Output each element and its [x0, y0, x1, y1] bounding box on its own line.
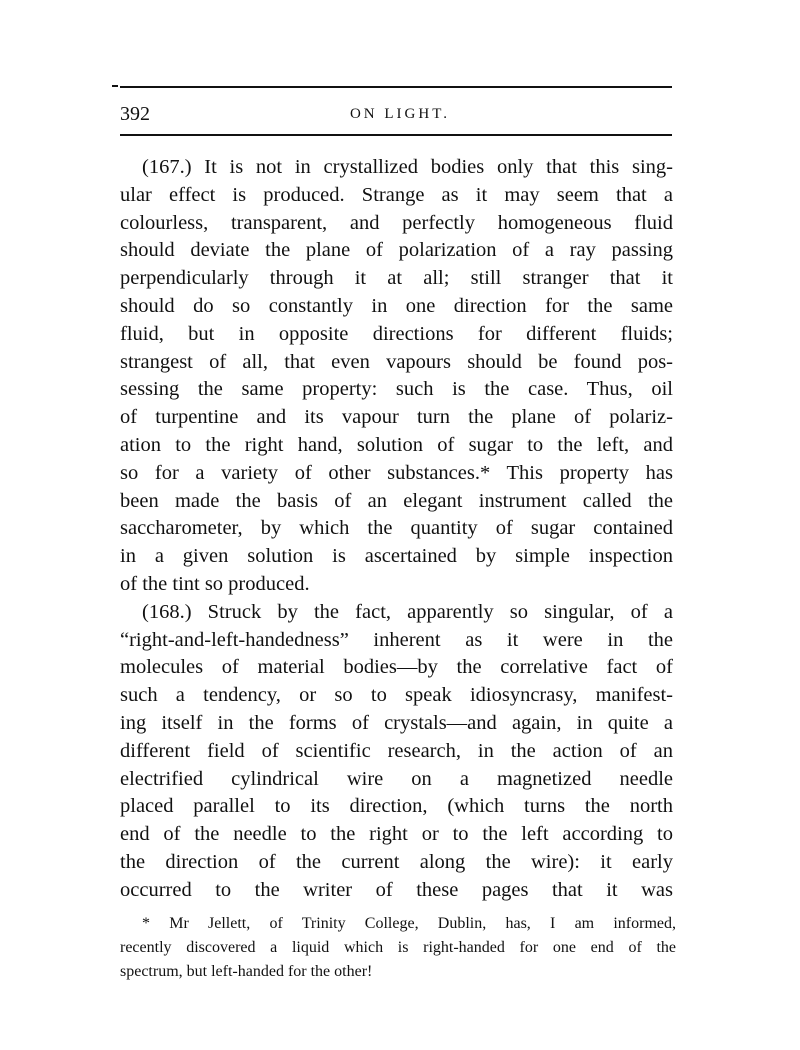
- margin-mark: [112, 85, 118, 87]
- text-line: occurred to the writer of these pages that it was: [120, 878, 673, 901]
- text-line: colourless, transparent, and perfectly homogeneous fluid: [120, 211, 673, 234]
- footnote-line: * Mr Jellett, of Trinity College, Dublin, has, I am informed,: [142, 915, 676, 932]
- text-line: fluid, but in opposite directions for different fluids;: [120, 322, 673, 345]
- text-line: “right-and-left-handedness” inherent as it were in the: [120, 628, 673, 651]
- text-line: perpendicularly through it at all; still stranger that it: [120, 267, 673, 290]
- text-line: (167.) It is not in crystallized bodies only that this sing-: [142, 156, 673, 178]
- text-line: the direction of the current along the wire): it early: [120, 850, 673, 873]
- footnote-line: spectrum, but left-handed for the other!: [120, 963, 373, 980]
- text-line: ation to the right hand, solution of sugar to the left, and: [120, 433, 673, 456]
- footnote-line: recently discovered a liquid which is right-handed for one end of the: [120, 939, 676, 956]
- text-line: sessing the same property: such is the case. Thus, oil: [120, 378, 673, 401]
- header-rule-bottom: [120, 134, 672, 136]
- text-line: been made the basis of an elegant instrument called the: [120, 489, 673, 512]
- text-line: in a given solution is ascertained by simple inspection: [120, 545, 673, 568]
- text-line: such a tendency, or so to speak idiosyncrasy, manifest-: [120, 684, 673, 707]
- text-line: (168.) Struck by the fact, apparently so singular, of a: [142, 600, 673, 623]
- text-line: of the tint so produced.: [120, 572, 310, 595]
- header-rule-top: [120, 86, 672, 88]
- body-text: [120, 154, 673, 905]
- text-line: molecules of material bodies—by the correlative fact of: [120, 656, 673, 679]
- text-line: of turpentine and its vapour turn the plane of polariz-: [120, 406, 673, 429]
- text-line: ing itself in the forms of crystals—and again, in quite a: [120, 711, 673, 734]
- page-number: 392: [120, 103, 150, 125]
- running-head: ON LIGHT.: [349, 106, 451, 122]
- text-line: so for a variety of other substances.* This property has: [120, 461, 673, 484]
- footnote: [120, 912, 676, 984]
- text-line: electrified cylindrical wire on a magnetized needle: [120, 767, 673, 790]
- text-line: end of the needle to the right or to the left according to: [120, 823, 673, 846]
- text-line: different field of scientific research, in the action of an: [120, 739, 673, 762]
- text-line: placed parallel to its direction, (which turns the north: [120, 795, 673, 818]
- text-line: strangest of all, that even vapours should be found pos-: [120, 350, 673, 373]
- text-line: should deviate the plane of polarization of a ray passing: [120, 239, 673, 262]
- text-line: should do so constantly in one direction for the same: [120, 294, 673, 317]
- text-line: ular effect is produced. Strange as it may seem that a: [120, 183, 673, 206]
- text-line: saccharometer, by which the quantity of sugar contained: [120, 517, 673, 540]
